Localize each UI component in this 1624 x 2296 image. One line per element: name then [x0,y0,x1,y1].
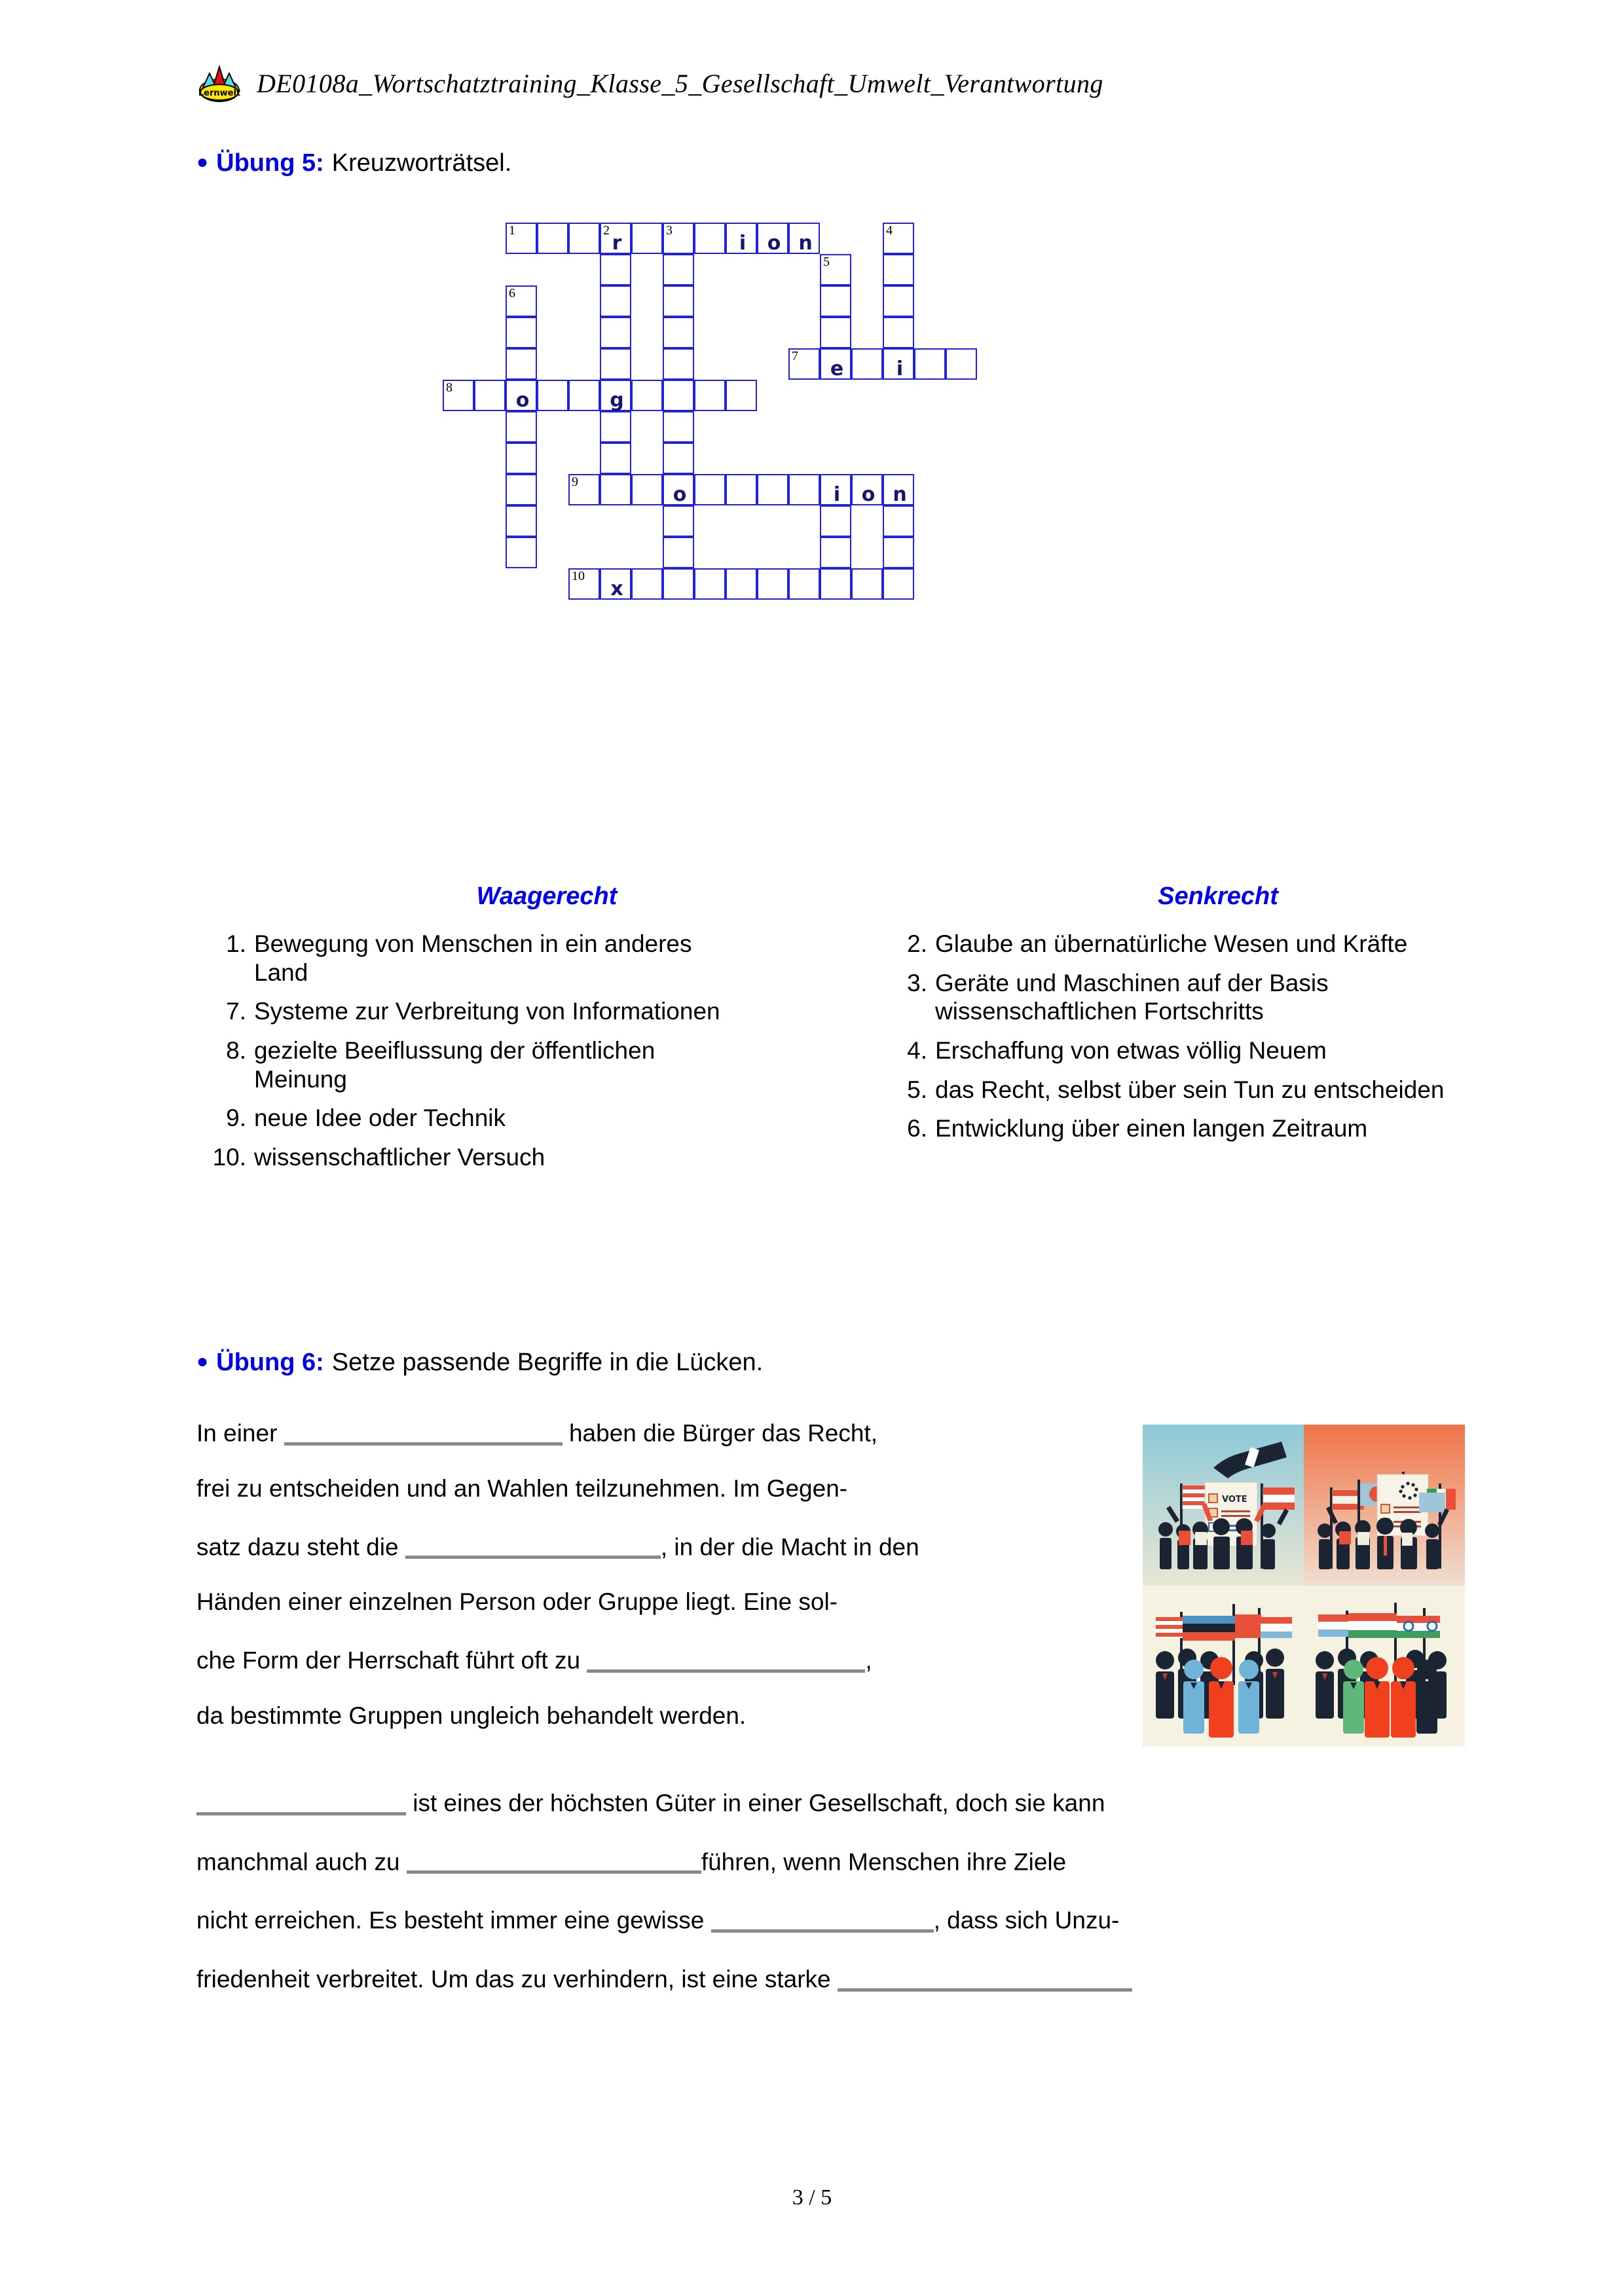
crossword-cell-letter: x [610,577,623,600]
crossword-cell[interactable] [506,443,537,474]
crossword-cell[interactable] [946,348,977,380]
gapfill-paragraph-1 [196,1417,1113,1758]
crossword-cell[interactable] [663,380,694,411]
crossword-cell[interactable] [663,317,694,348]
crossword-cell[interactable] [506,474,537,505]
crossword-cell[interactable] [883,474,914,505]
blank-2[interactable] [405,1531,661,1559]
down-clue-number: 6. [907,1115,927,1142]
crossword-cell[interactable] [631,568,663,600]
page-footer: 3 / 5 [792,2185,832,2210]
crossword-cell[interactable] [663,411,694,443]
text-run: friedenheit verbreitet. Um das zu verhindern, ist eine starke [196,1965,831,1993]
crossword-cell[interactable] [600,317,631,348]
crossword-cell[interactable] [631,223,663,254]
text-run: haben die Bürger das Recht, [568,1419,878,1447]
crossword-cell[interactable] [851,474,883,505]
crossword-cell-letter: i [739,231,747,255]
crossword-cell[interactable] [726,223,757,254]
crossword-cell[interactable] [820,474,851,505]
crossword-cell-number: 7 [792,349,798,363]
crossword-cell[interactable] [788,474,820,505]
across-clue-number: 1. [226,930,246,957]
down-clue-text: Erschaffung von etwas völlig Neuem [935,1036,1327,1064]
crossword-cell[interactable] [883,537,914,568]
crossword-cell[interactable] [726,380,757,411]
down-clue-number: 2. [907,930,927,957]
crossword-cell[interactable] [600,411,631,443]
crossword-cell[interactable] [663,537,694,568]
across-heading: Waagerecht [476,883,618,910]
crossword-cell[interactable] [788,348,820,380]
crossword-cell-letter: n [798,231,813,255]
crossword-cell-number: 8 [446,380,452,395]
crossword-cell[interactable] [914,348,946,380]
crossword-cell[interactable] [663,474,694,505]
gap-line [196,1531,1113,1559]
crossword-cell[interactable] [506,285,537,317]
crossword-cell[interactable] [506,223,537,254]
crossword-cell[interactable] [506,537,537,568]
crossword-cell[interactable] [568,568,600,600]
text-run: satz dazu steht die [196,1533,399,1561]
across-clue-number: 7. [226,998,246,1025]
gap-line [196,1704,1113,1728]
crossword-cell[interactable] [757,568,788,600]
text-run: nicht erreichen. Es besteht immer eine gewisse [196,1907,705,1935]
crossword-cell[interactable] [537,223,568,254]
crossword-cell-number: 1 [509,223,515,238]
crossword-cell-number: 10 [572,569,585,583]
text-run: ist eines der höchsten Güter in einer Gesellschaft, doch sie kann [413,1789,1105,1817]
crossword-cell[interactable] [820,505,851,537]
gap-line [196,1590,1113,1614]
crossword-cell[interactable] [820,537,851,568]
text-run: da bestimmte Gruppen ungleich behandelt werden. [196,1702,747,1730]
gapfill-paragraph-2 [196,1787,1486,2022]
down-clue-item [884,1076,1486,1104]
text-run: In einer [196,1419,278,1447]
crossword-cell[interactable] [600,443,631,474]
gap-line [196,1787,1486,1815]
across-clue-text: gezielte Beeiflussung der öffentlichen Meinung [254,1036,655,1093]
across-clue-number: 8. [226,1036,246,1064]
crossword-cell[interactable] [694,223,726,254]
crossword-cell-letter: i [833,483,841,506]
crossword-cell[interactable] [820,348,851,380]
crossword-cell[interactable] [694,380,726,411]
crossword-cell[interactable] [474,380,506,411]
across-clue-item [203,1036,740,1093]
blank-6[interactable] [711,1904,934,1933]
down-clue-item [884,1036,1486,1065]
crossword-cell[interactable] [694,568,726,600]
crossword-cell[interactable] [600,474,631,505]
crossword-cell-letter: o [515,388,530,412]
vote-democracy-illustration [1143,1425,1465,1747]
across-clue-item [203,1104,740,1133]
crossword-cell[interactable] [788,223,820,254]
crossword-cell[interactable] [663,348,694,380]
crossword-cell[interactable] [663,285,694,317]
crossword-cell-letter: e [830,357,844,380]
crossword-cell[interactable] [600,568,631,600]
crossword-cell[interactable] [631,380,663,411]
crossword-cell-letter: o [673,483,687,506]
crossword-cell[interactable] [568,380,600,411]
crossword-cell[interactable] [506,505,537,537]
crossword-cell[interactable] [788,568,820,600]
exercise-5-heading [196,149,511,177]
across-clue-item [203,997,740,1026]
across-clue-number: 10. [212,1143,246,1171]
crossword-cell[interactable] [600,380,631,411]
crossword-cell[interactable] [600,285,631,317]
crossword-cell-number: 5 [823,255,830,269]
gap-line [196,1476,1113,1501]
crossword-cell[interactable] [663,443,694,474]
crossword-cell-number: 3 [666,223,673,238]
blank-1[interactable] [284,1417,563,1446]
gap-line [196,1846,1486,1874]
gap-line [196,1904,1486,1933]
crossword-cell-letter: g [610,388,624,412]
blank-5[interactable] [407,1846,701,1874]
exercise-6-heading [196,1349,763,1377]
crossword-cell[interactable] [600,254,631,285]
crossword-cell-number: 9 [572,475,578,489]
crossword-cell[interactable] [883,254,914,285]
across-clue-item [203,930,740,987]
crossword-cell[interactable] [443,380,474,411]
down-clue-item [884,1114,1486,1143]
down-clue-item [884,930,1486,958]
down-clue-text: Entwicklung über einen langen Zeitraum [935,1115,1368,1142]
gap-line [196,1645,1113,1673]
text-run: , in der die Macht in den [660,1533,919,1561]
crossword-cell[interactable] [820,285,851,317]
crossword-cell-letter: o [767,231,781,255]
crossword-cell[interactable] [757,223,788,254]
exercise-5-text: Kreuzworträtsel. [331,149,512,177]
exercise-6-number: Übung 6: [216,1349,324,1376]
across-clue-item [203,1143,740,1172]
across-clue-text: neue Idee oder Technik [254,1104,506,1132]
crossword-cell[interactable] [883,223,914,254]
crossword-cell[interactable] [600,223,631,254]
down-clue-list [884,930,1486,1154]
crossword-cell[interactable] [851,568,883,600]
crossword-cell-number: 4 [886,223,893,238]
down-clue-item [884,969,1486,1026]
crossword-cell[interactable] [663,505,694,537]
crossword-cell[interactable] [506,380,537,411]
exercise-5-number: Übung 5: [216,149,324,177]
crossword-cell-number: 6 [509,286,515,301]
crossword-cell-letter: r [612,231,622,255]
crossword-cell[interactable] [663,254,694,285]
crossword-cell[interactable] [600,348,631,380]
down-heading: Senkrecht [1158,883,1278,910]
text-run: manchmal auch zu [196,1848,400,1876]
crossword-cell[interactable] [663,568,694,600]
blank-7[interactable] [838,1963,1132,1992]
crossword-cell[interactable] [851,348,883,380]
crossword-cell-letter: i [896,357,904,380]
blank-4[interactable] [196,1787,406,1815]
crossword-cell[interactable] [663,223,694,254]
crossword-cell[interactable] [506,411,537,443]
text-run: frei zu entscheiden und an Wahlen teilzunehmen. Im Gegen- [196,1474,848,1502]
crossword-cell[interactable] [631,474,663,505]
crossword-cell[interactable] [883,317,914,348]
bullet-icon: ● [196,151,209,173]
down-clue-text: das Recht, selbst über sein Tun zu entscheiden [935,1076,1445,1103]
crossword-cell[interactable] [694,474,726,505]
crossword-cell[interactable] [537,380,568,411]
text-run: che Form der Herrschaft führt oft zu [196,1647,581,1675]
crossword-cell[interactable] [568,223,600,254]
text-run: , [865,1647,872,1675]
text-run: , dass sich Unzu- [933,1907,1120,1935]
crossword-cell[interactable] [883,505,914,537]
across-clue-number: 9. [226,1104,246,1132]
across-clue-text: wissenschaftlicher Versuch [254,1143,545,1171]
bullet-icon: ● [196,1351,209,1372]
crossword-cell[interactable] [820,254,851,285]
crossword-grid[interactable] [0,0,1624,851]
logo-wordmark: Lernwelt [198,88,241,98]
document-title: DE0108a_Wortschatztraining_Klasse_5_Gesellschaft_Umwelt_Verantwortung [257,68,1103,98]
down-clue-number: 4. [907,1036,927,1064]
crossword-cell[interactable] [568,474,600,505]
crossword-cell[interactable] [726,568,757,600]
text-run: führen, wenn Menschen ihre Ziele [701,1848,1067,1876]
down-clue-number: 5. [907,1076,927,1103]
gap-line [196,1963,1486,1992]
vote-label: VOTE [1222,1495,1247,1504]
lernwelt-logo-icon [196,63,242,103]
blank-3[interactable] [587,1645,865,1673]
across-clue-list [203,930,740,1182]
text-run: Händen einer einzelnen Person oder Gruppe liegt. Eine sol- [196,1588,838,1616]
crossword-cell-letter: o [861,483,876,506]
down-clue-text: Geräte und Maschinen auf der Basis wissenschaftlichen Fortschritts [935,969,1329,1025]
crossword-cell[interactable] [506,317,537,348]
crossword-cell[interactable] [757,474,788,505]
crossword-cell[interactable] [820,317,851,348]
crossword-cell[interactable] [506,348,537,380]
across-clue-text: Systeme zur Verbreitung von Informationen [254,998,720,1025]
crossword-cell[interactable] [726,474,757,505]
gap-line [196,1417,1113,1446]
down-clue-text: Glaube an übernatürliche Wesen und Kräfte [935,930,1408,957]
page-header [196,63,1103,103]
crossword-cell[interactable] [883,348,914,380]
crossword-cell-letter: n [893,483,907,506]
exercise-6-text: Setze passende Begriffe in die Lücken. [331,1349,764,1376]
crossword-cell[interactable] [883,568,914,600]
crossword-cell[interactable] [820,568,851,600]
crossword-cell-number: 2 [603,223,610,238]
crossword-cell[interactable] [883,285,914,317]
down-clue-number: 3. [907,969,927,996]
across-clue-text: Bewegung von Menschen in ein anderes Land [254,930,692,986]
